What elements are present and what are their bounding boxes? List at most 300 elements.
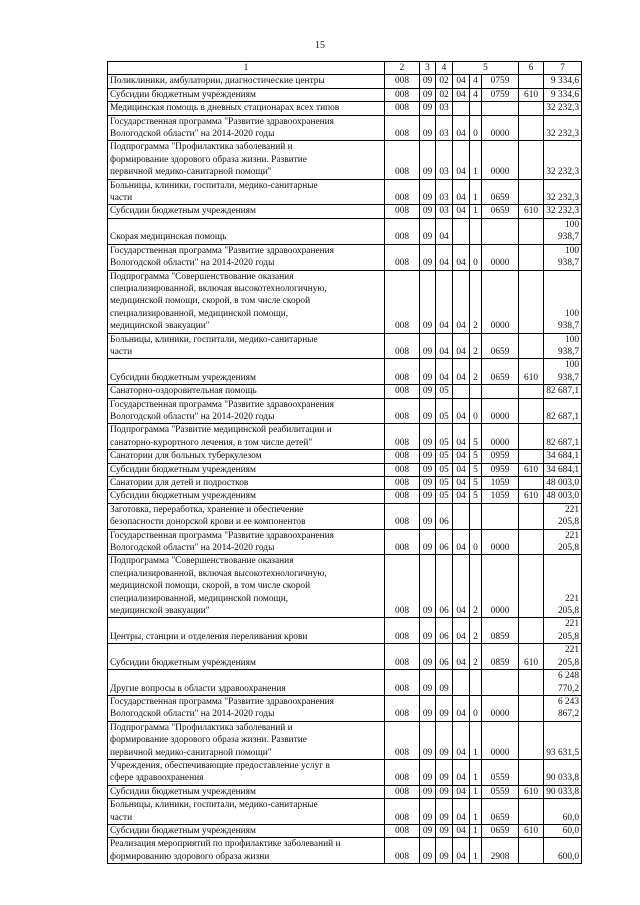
code-target-item-cell: 0000 bbox=[482, 398, 519, 424]
code-section-cell: 09 bbox=[420, 695, 436, 721]
code-target-program-cell: 04 bbox=[453, 824, 470, 837]
code-target-program-cell: 04 bbox=[453, 359, 470, 385]
code-expense-type-cell bbox=[519, 115, 544, 141]
name-cell: Учреждения, обеспечивающие предоставление услуг в сфере здравоохранения bbox=[108, 759, 385, 785]
code-subsection-cell: 05 bbox=[436, 424, 453, 450]
table-row bbox=[108, 555, 582, 618]
amount-cell: 221 205,8 bbox=[544, 503, 582, 529]
code-target-program-cell: 04 bbox=[453, 270, 470, 333]
code-target-subprogram-cell: 2 bbox=[470, 333, 482, 359]
table-row bbox=[108, 618, 582, 644]
code-subsection-cell: 06 bbox=[436, 503, 453, 529]
table-row bbox=[108, 141, 582, 179]
code-subsection-cell: 09 bbox=[436, 799, 453, 825]
code-section-cell: 09 bbox=[420, 141, 436, 179]
code-admin-cell: 008 bbox=[385, 463, 420, 476]
code-target-program-cell: 04 bbox=[453, 838, 470, 864]
header-cell: 4 bbox=[436, 62, 453, 75]
code-target-item-cell: 0959 bbox=[482, 463, 519, 476]
code-admin-cell: 008 bbox=[385, 490, 420, 503]
code-expense-type-cell bbox=[519, 838, 544, 864]
code-subsection-cell: 09 bbox=[436, 824, 453, 837]
code-admin-cell: 008 bbox=[385, 141, 420, 179]
code-section-cell: 09 bbox=[420, 555, 436, 618]
amount-cell: 100 938,7 bbox=[544, 333, 582, 359]
amount-cell: 82 687,1 bbox=[544, 398, 582, 424]
table-row bbox=[108, 799, 582, 825]
code-expense-type-cell bbox=[519, 721, 544, 759]
code-subsection-cell: 03 bbox=[436, 115, 453, 141]
header-cell: 6 bbox=[519, 62, 544, 75]
code-subsection-cell: 05 bbox=[436, 490, 453, 503]
code-target-item-cell: 0000 bbox=[482, 695, 519, 721]
code-target-program-cell: 04 bbox=[453, 644, 470, 670]
amount-cell: 34 684,1 bbox=[544, 450, 582, 463]
table-row bbox=[108, 398, 582, 424]
code-target-item-cell: 0959 bbox=[482, 450, 519, 463]
amount-cell: 90 033,8 bbox=[544, 759, 582, 785]
code-admin-cell: 008 bbox=[385, 695, 420, 721]
name-cell: Подпрограмма "Совершенствование оказания специализированной, включая высокотехнологичную, медицинской помощи, скорой, в том числе скорой специализированной, медицинской помощи, медицинской эвакуации" bbox=[108, 555, 385, 618]
amount-cell: 32 232,3 bbox=[544, 102, 582, 115]
code-target-program-cell: 04 bbox=[453, 618, 470, 644]
code-subsection-cell: 05 bbox=[436, 450, 453, 463]
code-admin-cell: 008 bbox=[385, 785, 420, 798]
amount-cell: 60,0 bbox=[544, 824, 582, 837]
code-target-program-cell: 04 bbox=[453, 555, 470, 618]
code-target-item-cell bbox=[482, 102, 519, 115]
table-row bbox=[108, 503, 582, 529]
code-target-program-cell: 04 bbox=[453, 205, 470, 218]
name-cell: Субсидии бюджетным учреждениям bbox=[108, 205, 385, 218]
code-admin-cell: 008 bbox=[385, 759, 420, 785]
code-expense-type-cell bbox=[519, 102, 544, 115]
table-row bbox=[108, 670, 582, 696]
code-subsection-cell: 09 bbox=[436, 838, 453, 864]
name-cell: Санатории для детей и подростков bbox=[108, 477, 385, 490]
code-target-item-cell: 0659 bbox=[482, 179, 519, 205]
code-expense-type-cell bbox=[519, 244, 544, 270]
code-target-item-cell: 0659 bbox=[482, 205, 519, 218]
name-cell: Подпрограмма "Развитие медицинской реабилитации и санаторно-курортного лечения, в том числе детей" bbox=[108, 424, 385, 450]
code-admin-cell: 008 bbox=[385, 88, 420, 101]
code-section-cell: 09 bbox=[420, 529, 436, 555]
code-subsection-cell: 09 bbox=[436, 695, 453, 721]
code-target-subprogram-cell: 2 bbox=[470, 270, 482, 333]
table-row bbox=[108, 218, 582, 244]
amount-cell: 100 938,7 bbox=[544, 359, 582, 385]
code-subsection-cell: 03 bbox=[436, 141, 453, 179]
code-subsection-cell: 05 bbox=[436, 385, 453, 398]
name-cell: Другие вопросы в области здравоохранения bbox=[108, 670, 385, 696]
amount-cell: 82 687,1 bbox=[544, 385, 582, 398]
amount-cell: 32 232,3 bbox=[544, 205, 582, 218]
code-target-program-cell: 04 bbox=[453, 244, 470, 270]
code-target-item-cell: 0000 bbox=[482, 115, 519, 141]
code-expense-type-cell: 610 bbox=[519, 785, 544, 798]
amount-cell: 90 033,8 bbox=[544, 785, 582, 798]
code-section-cell: 09 bbox=[420, 218, 436, 244]
code-target-subprogram-cell bbox=[470, 102, 482, 115]
name-cell: Субсидии бюджетным учреждениям bbox=[108, 490, 385, 503]
amount-cell: 93 631,5 bbox=[544, 721, 582, 759]
code-expense-type-cell bbox=[519, 555, 544, 618]
code-target-item-cell: 0659 bbox=[482, 799, 519, 825]
code-target-item-cell bbox=[482, 670, 519, 696]
code-target-program-cell bbox=[453, 102, 470, 115]
code-subsection-cell: 04 bbox=[436, 244, 453, 270]
code-target-subprogram-cell: 1 bbox=[470, 141, 482, 179]
code-subsection-cell: 04 bbox=[436, 218, 453, 244]
name-cell: Центры, станции и отделения переливания крови bbox=[108, 618, 385, 644]
code-expense-type-cell bbox=[519, 270, 544, 333]
code-subsection-cell: 05 bbox=[436, 477, 453, 490]
table-row bbox=[108, 838, 582, 864]
code-expense-type-cell: 610 bbox=[519, 824, 544, 837]
code-target-item-cell bbox=[482, 218, 519, 244]
code-target-item-cell: 0659 bbox=[482, 359, 519, 385]
name-cell: Скорая медицинская помощь bbox=[108, 218, 385, 244]
code-admin-cell: 008 bbox=[385, 333, 420, 359]
code-target-subprogram-cell: 5 bbox=[470, 450, 482, 463]
table-row bbox=[108, 463, 582, 476]
code-target-subprogram-cell: 5 bbox=[470, 490, 482, 503]
code-admin-cell: 008 bbox=[385, 385, 420, 398]
code-target-program-cell bbox=[453, 503, 470, 529]
code-target-subprogram-cell: 0 bbox=[470, 244, 482, 270]
code-expense-type-cell: 610 bbox=[519, 359, 544, 385]
code-target-subprogram-cell: 1 bbox=[470, 799, 482, 825]
code-section-cell: 09 bbox=[420, 115, 436, 141]
code-expense-type-cell: 610 bbox=[519, 644, 544, 670]
code-target-program-cell: 04 bbox=[453, 721, 470, 759]
code-section-cell: 09 bbox=[420, 799, 436, 825]
code-section-cell: 09 bbox=[420, 333, 436, 359]
code-subsection-cell: 09 bbox=[436, 785, 453, 798]
code-target-program-cell: 04 bbox=[453, 529, 470, 555]
table-row bbox=[108, 385, 582, 398]
table-row bbox=[108, 205, 582, 218]
code-section-cell: 09 bbox=[420, 244, 436, 270]
amount-cell: 9 334,6 bbox=[544, 75, 582, 88]
code-target-item-cell: 0859 bbox=[482, 618, 519, 644]
code-section-cell: 09 bbox=[420, 503, 436, 529]
name-cell: Санаторно-оздоровительная помощь bbox=[108, 385, 385, 398]
code-target-subprogram-cell: 1 bbox=[470, 824, 482, 837]
name-cell: Медицинская помощь в дневных стационарах всех типов bbox=[108, 102, 385, 115]
code-target-item-cell: 1059 bbox=[482, 477, 519, 490]
table-row bbox=[108, 824, 582, 837]
name-cell: Реализация мероприятий по профилактике заболеваний и формированию здорового образа жизни bbox=[108, 838, 385, 864]
code-target-item-cell: 0559 bbox=[482, 785, 519, 798]
code-section-cell: 09 bbox=[420, 179, 436, 205]
name-cell: Больницы, клиники, госпитали, медико-санитарные части bbox=[108, 179, 385, 205]
code-section-cell: 09 bbox=[420, 490, 436, 503]
code-admin-cell: 008 bbox=[385, 115, 420, 141]
header-cell: 7 bbox=[544, 62, 582, 75]
code-expense-type-cell bbox=[519, 75, 544, 88]
code-target-subprogram-cell: 0 bbox=[470, 529, 482, 555]
code-expense-type-cell bbox=[519, 503, 544, 529]
code-target-program-cell: 04 bbox=[453, 799, 470, 825]
code-section-cell: 09 bbox=[420, 270, 436, 333]
code-target-item-cell: 0659 bbox=[482, 824, 519, 837]
code-section-cell: 09 bbox=[420, 644, 436, 670]
code-subsection-cell: 06 bbox=[436, 618, 453, 644]
code-target-subprogram-cell: 0 bbox=[470, 695, 482, 721]
amount-cell: 6 248 770,2 bbox=[544, 670, 582, 696]
code-admin-cell: 008 bbox=[385, 102, 420, 115]
name-cell: Субсидии бюджетным учреждениям bbox=[108, 359, 385, 385]
code-target-item-cell bbox=[482, 385, 519, 398]
code-admin-cell: 008 bbox=[385, 270, 420, 333]
code-subsection-cell: 04 bbox=[436, 359, 453, 385]
code-target-subprogram-cell: 2 bbox=[470, 555, 482, 618]
table-row bbox=[108, 477, 582, 490]
code-admin-cell: 008 bbox=[385, 555, 420, 618]
name-cell: Поликлиники, амбулатории, диагностические центры bbox=[108, 75, 385, 88]
code-section-cell: 09 bbox=[420, 824, 436, 837]
code-section-cell: 09 bbox=[420, 477, 436, 490]
code-expense-type-cell: 610 bbox=[519, 205, 544, 218]
name-cell: Государственная программа "Развитие здравоохранения Вологодской области" на 2014-2020 годы bbox=[108, 529, 385, 555]
amount-cell: 600,0 bbox=[544, 838, 582, 864]
code-target-subprogram-cell: 1 bbox=[470, 721, 482, 759]
code-subsection-cell: 02 bbox=[436, 75, 453, 88]
code-subsection-cell: 05 bbox=[436, 398, 453, 424]
code-section-cell: 09 bbox=[420, 75, 436, 88]
code-admin-cell: 008 bbox=[385, 799, 420, 825]
code-section-cell: 09 bbox=[420, 785, 436, 798]
amount-cell: 6 243 867,2 bbox=[544, 695, 582, 721]
code-target-subprogram-cell: 0 bbox=[470, 398, 482, 424]
code-target-subprogram-cell: 2 bbox=[470, 359, 482, 385]
code-expense-type-cell bbox=[519, 385, 544, 398]
code-subsection-cell: 03 bbox=[436, 102, 453, 115]
code-expense-type-cell: 610 bbox=[519, 88, 544, 101]
table-row bbox=[108, 244, 582, 270]
code-subsection-cell: 02 bbox=[436, 88, 453, 101]
amount-cell: 100 938,7 bbox=[544, 218, 582, 244]
code-expense-type-cell bbox=[519, 398, 544, 424]
table-row bbox=[108, 270, 582, 333]
code-target-program-cell: 04 bbox=[453, 759, 470, 785]
code-admin-cell: 008 bbox=[385, 824, 420, 837]
amount-cell: 221 205,8 bbox=[544, 555, 582, 618]
code-expense-type-cell: 610 bbox=[519, 463, 544, 476]
code-target-subprogram-cell: 5 bbox=[470, 463, 482, 476]
code-admin-cell: 008 bbox=[385, 529, 420, 555]
code-target-item-cell: 0000 bbox=[482, 244, 519, 270]
code-target-item-cell: 0659 bbox=[482, 333, 519, 359]
page-number: 15 bbox=[315, 40, 325, 51]
header-cell: 1 bbox=[108, 62, 385, 75]
table-row bbox=[108, 333, 582, 359]
code-target-subprogram-cell: 1 bbox=[470, 785, 482, 798]
code-target-program-cell: 04 bbox=[453, 141, 470, 179]
code-admin-cell: 008 bbox=[385, 618, 420, 644]
amount-cell: 48 003,0 bbox=[544, 477, 582, 490]
name-cell: Санатории для больных туберкулезом bbox=[108, 450, 385, 463]
amount-cell: 32 232,3 bbox=[544, 179, 582, 205]
code-expense-type-cell bbox=[519, 179, 544, 205]
code-target-item-cell: 0000 bbox=[482, 424, 519, 450]
code-expense-type-cell bbox=[519, 424, 544, 450]
code-target-item-cell: 0859 bbox=[482, 644, 519, 670]
table-row bbox=[108, 644, 582, 670]
code-target-subprogram-cell: 2 bbox=[470, 618, 482, 644]
table-row bbox=[108, 115, 582, 141]
code-section-cell: 09 bbox=[420, 424, 436, 450]
code-target-subprogram-cell: 1 bbox=[470, 838, 482, 864]
name-cell: Государственная программа "Развитие здравоохранения Вологодской области" на 2014-2020 годы bbox=[108, 244, 385, 270]
code-expense-type-cell bbox=[519, 759, 544, 785]
code-expense-type-cell bbox=[519, 333, 544, 359]
code-target-item-cell: 0000 bbox=[482, 555, 519, 618]
table-header-row bbox=[108, 62, 582, 75]
code-admin-cell: 008 bbox=[385, 838, 420, 864]
code-target-subprogram-cell: 0 bbox=[470, 115, 482, 141]
table-row bbox=[108, 102, 582, 115]
code-admin-cell: 008 bbox=[385, 75, 420, 88]
code-target-program-cell: 04 bbox=[453, 333, 470, 359]
code-target-program-cell: 04 bbox=[453, 477, 470, 490]
amount-cell: 221 205,8 bbox=[544, 644, 582, 670]
name-cell: Государственная программа "Развитие здравоохранения Вологодской области" на 2014-2020 годы bbox=[108, 115, 385, 141]
code-target-program-cell: 04 bbox=[453, 695, 470, 721]
code-admin-cell: 008 bbox=[385, 721, 420, 759]
name-cell: Заготовка, переработка, хранение и обеспечение безопасности донорской крови и ее компонентов bbox=[108, 503, 385, 529]
table-row bbox=[108, 721, 582, 759]
code-admin-cell: 008 bbox=[385, 244, 420, 270]
code-target-subprogram-cell bbox=[470, 218, 482, 244]
code-subsection-cell: 03 bbox=[436, 179, 453, 205]
code-target-program-cell bbox=[453, 385, 470, 398]
code-expense-type-cell bbox=[519, 529, 544, 555]
amount-cell: 48 003,0 bbox=[544, 490, 582, 503]
code-expense-type-cell bbox=[519, 477, 544, 490]
code-subsection-cell: 09 bbox=[436, 759, 453, 785]
name-cell: Субсидии бюджетным учреждениям bbox=[108, 785, 385, 798]
code-admin-cell: 008 bbox=[385, 218, 420, 244]
code-target-item-cell: 0759 bbox=[482, 75, 519, 88]
code-target-program-cell: 04 bbox=[453, 115, 470, 141]
name-cell: Субсидии бюджетным учреждениям bbox=[108, 463, 385, 476]
header-cell: 5 bbox=[453, 62, 519, 75]
code-target-item-cell: 0000 bbox=[482, 141, 519, 179]
code-expense-type-cell bbox=[519, 141, 544, 179]
code-section-cell: 09 bbox=[420, 450, 436, 463]
amount-cell: 9 334,6 bbox=[544, 88, 582, 101]
code-target-subprogram-cell bbox=[470, 503, 482, 529]
code-target-item-cell: 0000 bbox=[482, 721, 519, 759]
code-admin-cell: 008 bbox=[385, 503, 420, 529]
code-target-item-cell: 0000 bbox=[482, 529, 519, 555]
code-admin-cell: 008 bbox=[385, 644, 420, 670]
code-target-program-cell: 04 bbox=[453, 450, 470, 463]
code-target-program-cell: 04 bbox=[453, 75, 470, 88]
code-target-subprogram-cell: 1 bbox=[470, 759, 482, 785]
name-cell: Государственная программа "Развитие здравоохранения Вологодской области" на 2014-2020 годы bbox=[108, 695, 385, 721]
table-body bbox=[108, 62, 582, 864]
code-section-cell: 09 bbox=[420, 618, 436, 644]
code-target-subprogram-cell: 4 bbox=[470, 88, 482, 101]
code-expense-type-cell: 610 bbox=[519, 490, 544, 503]
amount-cell: 32 232,3 bbox=[544, 115, 582, 141]
code-target-program-cell bbox=[453, 218, 470, 244]
code-subsection-cell: 03 bbox=[436, 205, 453, 218]
code-subsection-cell: 04 bbox=[436, 333, 453, 359]
name-cell: Государственная программа "Развитие здравоохранения Вологодской области" на 2014-2020 годы bbox=[108, 398, 385, 424]
code-expense-type-cell bbox=[519, 450, 544, 463]
code-target-subprogram-cell: 4 bbox=[470, 75, 482, 88]
code-target-item-cell bbox=[482, 503, 519, 529]
code-expense-type-cell bbox=[519, 799, 544, 825]
code-section-cell: 09 bbox=[420, 838, 436, 864]
code-target-item-cell: 0559 bbox=[482, 759, 519, 785]
name-cell: Субсидии бюджетным учреждениям bbox=[108, 644, 385, 670]
amount-cell: 100 938,7 bbox=[544, 244, 582, 270]
code-target-program-cell: 04 bbox=[453, 785, 470, 798]
amount-cell: 34 684,1 bbox=[544, 463, 582, 476]
table-row bbox=[108, 529, 582, 555]
code-subsection-cell: 06 bbox=[436, 555, 453, 618]
code-section-cell: 09 bbox=[420, 102, 436, 115]
code-target-subprogram-cell: 1 bbox=[470, 205, 482, 218]
code-target-subprogram-cell: 5 bbox=[470, 424, 482, 450]
name-cell: Больницы, клиники, госпитали, медико-санитарные части bbox=[108, 333, 385, 359]
code-target-subprogram-cell: 5 bbox=[470, 477, 482, 490]
code-subsection-cell: 09 bbox=[436, 670, 453, 696]
table-row bbox=[108, 424, 582, 450]
code-target-item-cell: 2908 bbox=[482, 838, 519, 864]
table-row bbox=[108, 450, 582, 463]
table-row bbox=[108, 785, 582, 798]
code-target-item-cell: 0000 bbox=[482, 270, 519, 333]
name-cell: Субсидии бюджетным учреждениям bbox=[108, 824, 385, 837]
code-expense-type-cell bbox=[519, 670, 544, 696]
header-cell: 2 bbox=[385, 62, 420, 75]
code-target-program-cell: 04 bbox=[453, 490, 470, 503]
code-section-cell: 09 bbox=[420, 721, 436, 759]
header-cell: 3 bbox=[420, 62, 436, 75]
code-section-cell: 09 bbox=[420, 398, 436, 424]
table-row bbox=[108, 88, 582, 101]
code-target-program-cell: 04 bbox=[453, 179, 470, 205]
amount-cell: 221 205,8 bbox=[544, 529, 582, 555]
code-expense-type-cell bbox=[519, 218, 544, 244]
code-subsection-cell: 05 bbox=[436, 463, 453, 476]
table-row bbox=[108, 179, 582, 205]
code-admin-cell: 008 bbox=[385, 205, 420, 218]
code-section-cell: 09 bbox=[420, 463, 436, 476]
table-row bbox=[108, 359, 582, 385]
code-section-cell: 09 bbox=[420, 205, 436, 218]
code-target-program-cell: 04 bbox=[453, 463, 470, 476]
code-admin-cell: 008 bbox=[385, 670, 420, 696]
code-target-item-cell: 1059 bbox=[482, 490, 519, 503]
code-admin-cell: 008 bbox=[385, 450, 420, 463]
code-target-item-cell: 0759 bbox=[482, 88, 519, 101]
code-section-cell: 09 bbox=[420, 88, 436, 101]
amount-cell: 60,0 bbox=[544, 799, 582, 825]
amount-cell: 100 938,7 bbox=[544, 270, 582, 333]
name-cell: Субсидии бюджетным учреждениям bbox=[108, 88, 385, 101]
code-target-subprogram-cell bbox=[470, 670, 482, 696]
code-target-subprogram-cell: 1 bbox=[470, 179, 482, 205]
budget-table bbox=[107, 61, 582, 864]
amount-cell: 82 687,1 bbox=[544, 424, 582, 450]
